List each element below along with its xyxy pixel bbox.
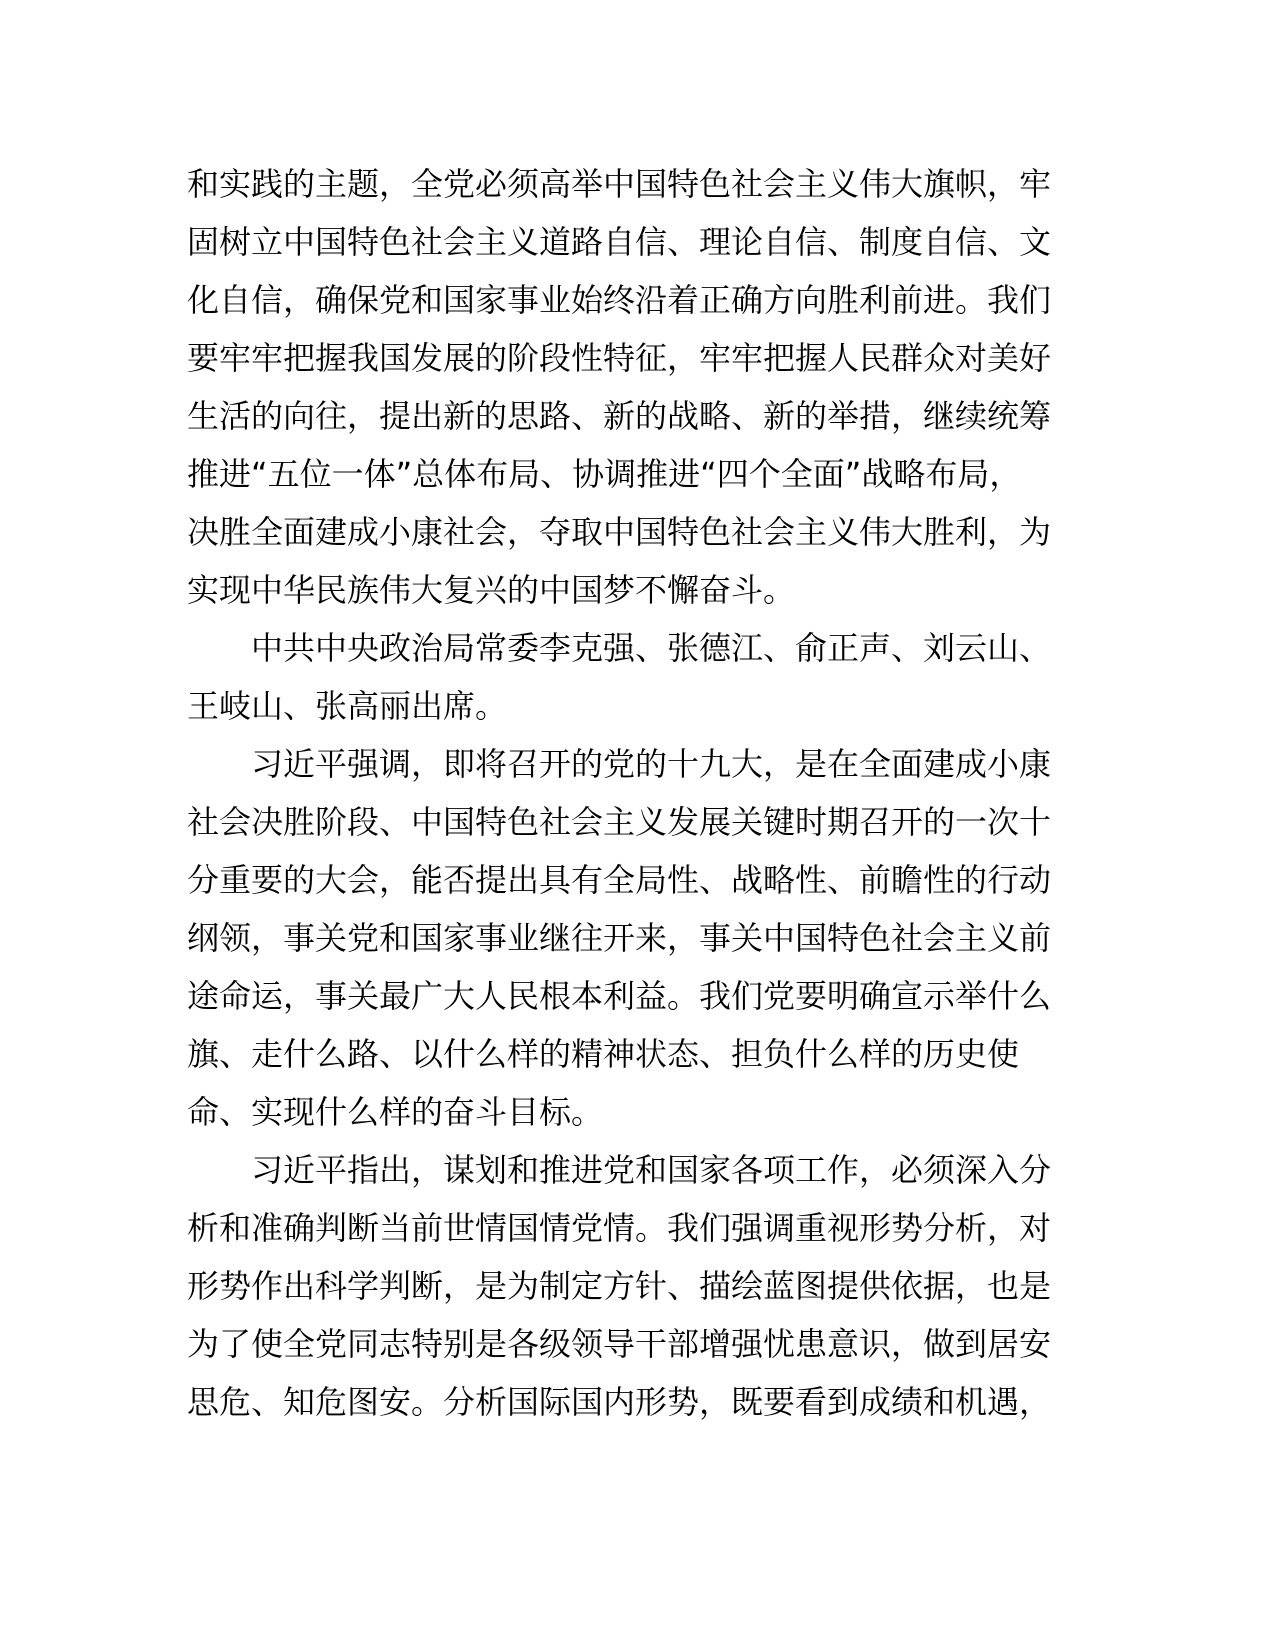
text-line: 纲领，事关党和国家事业继往开来，事关中国特色社会主义前 xyxy=(187,919,1052,957)
text-line: 决胜全面建成小康社会，夺取中国特色社会主义伟大胜利，为 xyxy=(187,513,1052,551)
text-line: 为了使全党同志特别是各级领导干部增强忧患意识，做到居安 xyxy=(187,1325,1052,1363)
text-line: 实现中华民族伟大复兴的中国梦不懈奋斗。 xyxy=(187,571,796,609)
text-line: 习近平强调，即将召开的党的十九大，是在全面建成小康 xyxy=(251,745,1052,783)
paragraph xyxy=(187,1141,1087,1431)
text-line: 析和准确判断当前世情国情党情。我们强调重视形势分析，对 xyxy=(187,1209,1052,1247)
text-line: 分重要的大会，能否提出具有全局性、战略性、前瞻性的行动 xyxy=(187,861,1052,899)
paragraph xyxy=(187,619,1087,735)
text-line: 社会决胜阶段、中国特色社会主义发展关键时期召开的一次十 xyxy=(187,803,1052,841)
text-line: 旗、走什么路、以什么样的精神状态、担负什么样的历史使 xyxy=(187,1035,1020,1073)
text-line: 固树立中国特色社会主义道路自信、理论自信、制度自信、文 xyxy=(187,223,1052,261)
text-line: 中共中央政治局常委李克强、张德江、俞正声、刘云山、 xyxy=(251,629,1052,667)
text-line: 命、实现什么样的奋斗目标。 xyxy=(187,1093,604,1131)
text-line: 要牢牢把握我国发展的阶段性特征，牢牢把握人民群众对美好 xyxy=(187,339,1052,377)
paragraph xyxy=(187,155,1087,619)
text-line: 推进“五位一体”总体布局、协调推进“四个全面”战略布局， xyxy=(187,455,1022,493)
body-text xyxy=(187,155,1087,1431)
paragraph xyxy=(187,735,1087,1141)
text-line: 形势作出科学判断，是为制定方针、描绘蓝图提供依据，也是 xyxy=(187,1267,1052,1305)
text-line: 化自信，确保党和国家事业始终沿着正确方向胜利前进。我们 xyxy=(187,281,1052,319)
text-line: 习近平指出，谋划和推进党和国家各项工作，必须深入分 xyxy=(251,1151,1052,1189)
text-line: 和实践的主题，全党必须高举中国特色社会主义伟大旗帜，牢 xyxy=(187,165,1052,203)
text-line: 思危、知危图安。分析国际国内形势，既要看到成绩和机遇， xyxy=(187,1383,1052,1421)
text-line: 王岐山、张高丽出席。 xyxy=(187,687,508,725)
text-line: 途命运，事关最广大人民根本利益。我们党要明确宣示举什么 xyxy=(187,977,1052,1015)
text-line: 生活的向往，提出新的思路、新的战略、新的举措，继续统筹 xyxy=(187,397,1052,435)
